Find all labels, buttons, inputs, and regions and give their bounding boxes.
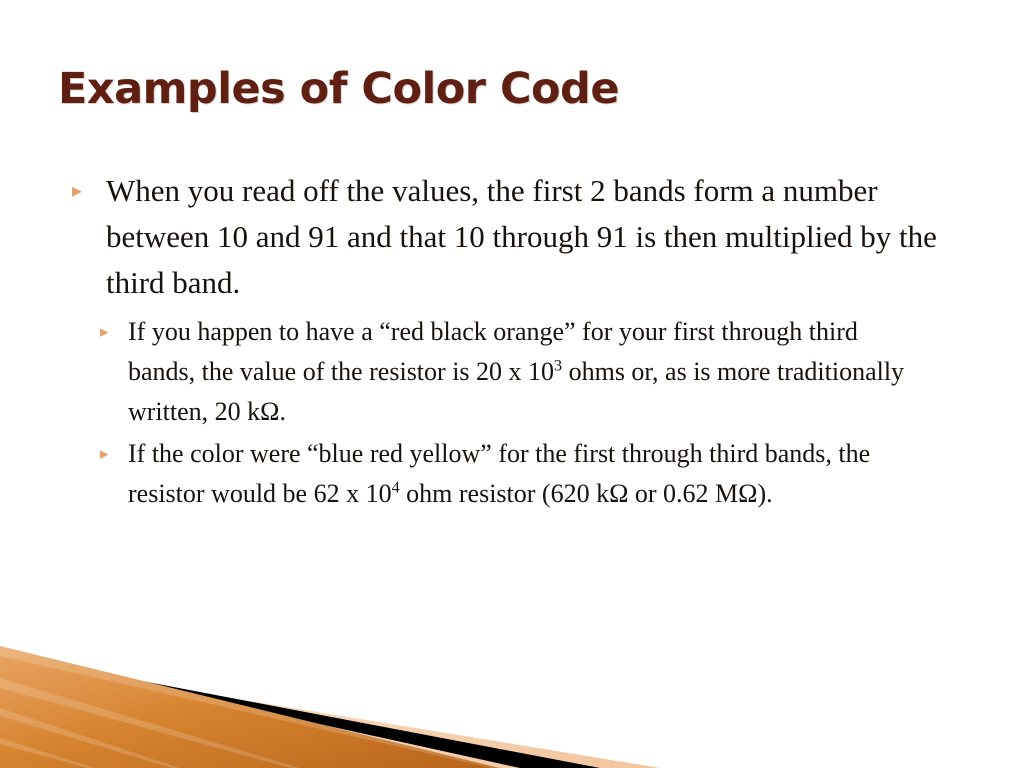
bullet-level2-text-part1: If the color were “blue red yellow” for the first through third bands, the resistor would be 62 x 10 [128, 439, 871, 508]
bullet-level2-text [128, 434, 918, 514]
bullet-level2-text-part1: If you happen to have a “red black orange” for your first through third bands, the value of the resistor is 20 x 10 [128, 317, 858, 386]
list-item [98, 312, 980, 432]
bullet-level2-text-part2: ohm resistor (620 kΩ or 0.62 MΩ). [399, 479, 773, 508]
sub-list [98, 312, 980, 514]
triangle-bullet-icon: ▸ [72, 180, 83, 202]
bullet-level2-text [128, 312, 918, 432]
exponent: 4 [391, 479, 400, 497]
list-item [70, 168, 980, 306]
page-title: Examples of Color Code [58, 64, 619, 114]
triangle-bullet-icon: ▸ [100, 444, 109, 463]
triangle-bullet-icon: ▸ [100, 322, 109, 341]
bullet-level1-text: When you read off the values, the first 2 bands form a number between 10 and 91 and that 10 through 91 is then multiplied by the third band. [106, 173, 937, 300]
list-item [98, 434, 980, 514]
exponent: 3 [554, 357, 563, 375]
corner-ribbon-graphic [0, 638, 660, 768]
slide-body [70, 168, 980, 516]
bullet-level2-text-part2: ohms or, as is more traditionally written, 20 kΩ. [128, 357, 905, 426]
